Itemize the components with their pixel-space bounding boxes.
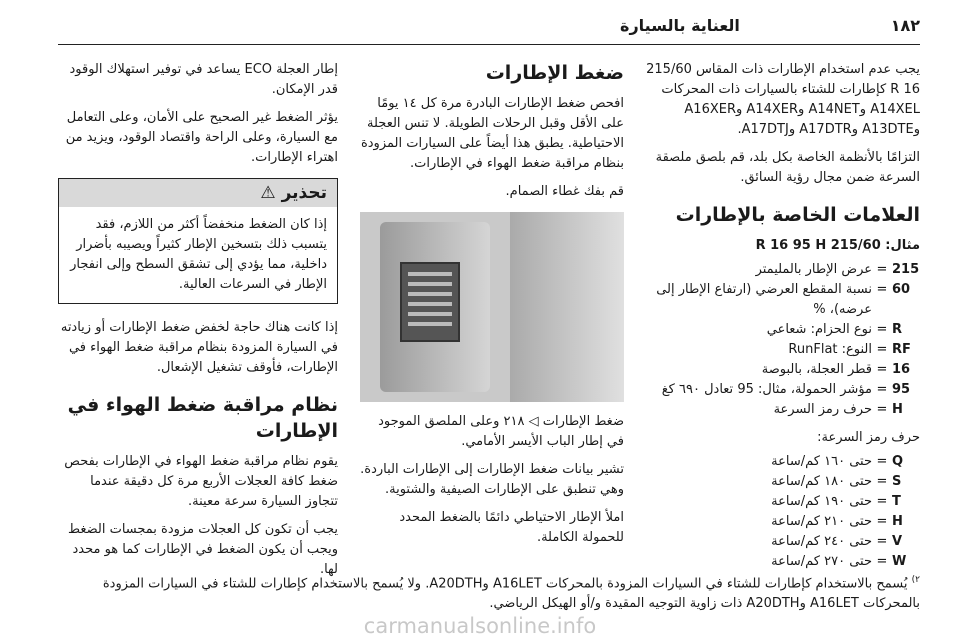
ignition-off-text: إذا كانت هناك حاجة لخفض ضغط الإطارات أو زيادته في السيارة المزودة بنظام مراقبة ضغط الهواء في الإطارات، فأوقف تشغيل الإشعال.: [60, 320, 338, 375]
speed-symbol-description: حتى ٢٤٠ كم/ساعة: [771, 534, 872, 549]
tire-definition-description: نسبة المقطع العرضي (ارتفاع الإطار إلى عرضه)، %: [656, 282, 872, 317]
speed-symbol-code: Q: [892, 454, 904, 469]
tire-definition-row: [636, 360, 920, 380]
speed-symbol-row: [636, 452, 920, 472]
site-watermark: carmanualsonline.info: [363, 614, 597, 638]
footnote-text: يُسمح بالاستخدام كإطارات للشتاء في السيارات المزودة بالمحركات A16LET وA20DTH. ولا يُسمح بالاستخدام كإطارات للشتاء في السيارات المزودة بالمحركات A16LET وA20DTH ذات زاوية التوجيه المقيدة و/أو الهيكل الرياضي.: [102, 576, 920, 612]
speed-symbol-description: حتى ١٨٠ كم/ساعة: [771, 474, 872, 489]
tire-definition-code: H: [892, 402, 903, 417]
speed-symbol-row: [636, 512, 920, 532]
pressure-caption: ضغط الإطارات ◁ ٢١٨ وعلى الملصق الموجود في إطار الباب الأيسر الأمامي.: [378, 414, 624, 449]
speed-symbol-description: حتى ١٩٠ كم/ساعة: [771, 494, 872, 509]
page-number: ١٨٢: [890, 15, 920, 35]
tire-definitions-table: [636, 260, 920, 420]
section-title: العناية بالسيارة: [620, 15, 740, 35]
speed-symbol-code: S: [892, 474, 902, 489]
equals-sign: =: [876, 322, 888, 337]
valve-cap-text: قم بفك غطاء الصمام.: [505, 184, 624, 199]
tire-definition-row: [636, 260, 920, 280]
equals-sign: =: [876, 382, 888, 397]
footnote: [58, 570, 920, 614]
equals-sign: =: [876, 554, 888, 569]
speed-symbol-code: V: [892, 534, 903, 549]
pressure-check-text: افحص ضغط الإطارات البادرة مرة كل ١٤ يومًا على الأقل وقبل الرحلات الطويلة. لا تنس العجلة الاحتياطية. يطبق هذا أيضاً على السيارات المزودة بنظام مراقبة ضغط الهواء في الإطارات.: [360, 96, 624, 171]
warning-header: [59, 179, 337, 207]
tire-definition-row: [636, 400, 920, 420]
incorrect-pressure-text: يؤثر الضغط غير الصحيح على الأمان، وعلى التعامل مع السيارة، وعلى الراحة واقتصاد الوقود، ويزيد من اهتراء الإطارات.: [65, 110, 338, 165]
right-column: [636, 60, 920, 572]
tire-pressure-label-photo: [360, 212, 624, 402]
warning-triangle-icon: ⚠: [260, 183, 276, 203]
speed-symbol-row: [636, 552, 920, 572]
tire-definition-description: النوع: RunFlat: [788, 342, 872, 357]
equals-sign: =: [876, 514, 888, 529]
equals-sign: =: [876, 262, 888, 277]
spare-tire-note: املأ الإطار الاحتياطي دائمًا بالضغط المحدد للحمولة الكاملة.: [399, 510, 624, 545]
equals-sign: =: [876, 402, 888, 417]
footnote-mark: ٢): [911, 575, 920, 585]
tire-pressure-heading: ضغط الإطارات: [485, 62, 624, 84]
speed-symbol-description: حتى ١٦٠ كم/ساعة: [771, 454, 872, 469]
middle-column: [360, 60, 624, 556]
speed-symbol-code: T: [892, 494, 901, 509]
equals-sign: =: [876, 534, 888, 549]
equals-sign: =: [876, 362, 888, 377]
speed-symbol-code: W: [892, 554, 907, 569]
speed-symbol-row: [636, 532, 920, 552]
equals-sign: =: [876, 282, 888, 297]
speed-symbol-description: حتى ٢٧٠ كم/ساعة: [771, 554, 872, 569]
tire-definition-description: قطر العجلة، بالبوصة: [761, 362, 872, 377]
warning-title: تحذير: [281, 183, 327, 203]
tpms-heading: نظام مراقبة ضغط الهواء في الإطارات: [67, 394, 338, 442]
tire-definition-row: [636, 320, 920, 340]
page-header: [620, 10, 920, 40]
tire-markings-heading: العلامات الخاصة بالإطارات: [675, 204, 920, 226]
speed-symbols-table: [636, 452, 920, 572]
cold-tire-note: تشير بيانات ضغط الإطارات إلى الإطارات الباردة. وهي تنطبق على الإطارات الصيفية والشتوية.: [360, 462, 624, 497]
tire-definition-row: [636, 380, 920, 400]
tpms-sensors-text: يجب أن تكون كل العجلات مزودة بمجسات الضغط ويجب أن يكون الضغط في الإطارات كما هو محدد لها.: [68, 522, 338, 577]
speed-symbol-row: [636, 492, 920, 512]
speed-symbol-code: H: [892, 514, 903, 529]
tire-definition-description: حرف رمز السرعة: [773, 402, 872, 417]
warning-text: إذا كان الضغط منخفضاً أكثر من اللازم، فقد يتسبب ذلك بتسخين الإطار كثيراً ويصيبه بأضرار داخلية، مما يؤدي إلى تشقق السطح وإلى انفجار الإطار في السرعات العالية.: [70, 217, 327, 292]
speed-symbol-description: حتى ٢١٠ كم/ساعة: [771, 514, 872, 529]
eco-text: إطار العجلة ECO يساعد في توفير استهلاك الوقود قدر الإمكان.: [69, 62, 338, 97]
tire-definition-code: 60: [892, 282, 911, 297]
intro-note: التزامًا بالأنظمة الخاصة بكل بلد، قم بلصق ملصقة السرعة ضمن مجال رؤية السائق.: [655, 150, 920, 185]
equals-sign: =: [876, 474, 888, 489]
left-column: [58, 60, 338, 588]
tire-definition-code: RF: [892, 342, 911, 357]
equals-sign: =: [876, 342, 888, 357]
tire-definition-description: نوع الحزام: شعاعي: [766, 322, 872, 337]
speed-symbol-intro: حرف رمز السرعة:: [817, 430, 920, 445]
intro-text: يجب عدم استخدام الإطارات ذات المقاس 215/60 R 16 كإطارات للشتاء بالسيارات ذات المحركات A14XEL وA14NET وA14XER وA16XER وA13DTE وA17DTR وA17DTJ.: [646, 62, 920, 137]
header-divider: [58, 44, 920, 45]
tire-definition-description: مؤشر الحمولة، مثال: 95 تعادل ٦٩٠ كغ: [661, 382, 872, 397]
equals-sign: =: [876, 494, 888, 509]
speed-symbol-row: [636, 472, 920, 492]
tire-definition-code: R: [892, 322, 903, 337]
tire-definition-code: 215: [892, 262, 920, 277]
tire-definition-description: عرض الإطار بالمليمتر: [755, 262, 872, 277]
tire-definition-row: [636, 340, 920, 360]
tire-definition-code: 95: [892, 382, 911, 397]
tire-example: مثال: 215/60 R 16 95 H: [755, 238, 920, 253]
warning-box: [58, 178, 338, 304]
equals-sign: =: [876, 454, 888, 469]
pressure-sticker: [400, 262, 460, 342]
tpms-description: يقوم نظام مراقبة ضغط الهواء في الإطارات بفحص ضغط كافة العجلات الأربع مرة كل دقيقة عندما تتجاوز السيارة سرعة معينة.: [64, 454, 338, 509]
tire-definition-row: [636, 280, 920, 320]
tire-definition-code: 16: [892, 362, 911, 377]
door-pillar: [510, 212, 624, 402]
